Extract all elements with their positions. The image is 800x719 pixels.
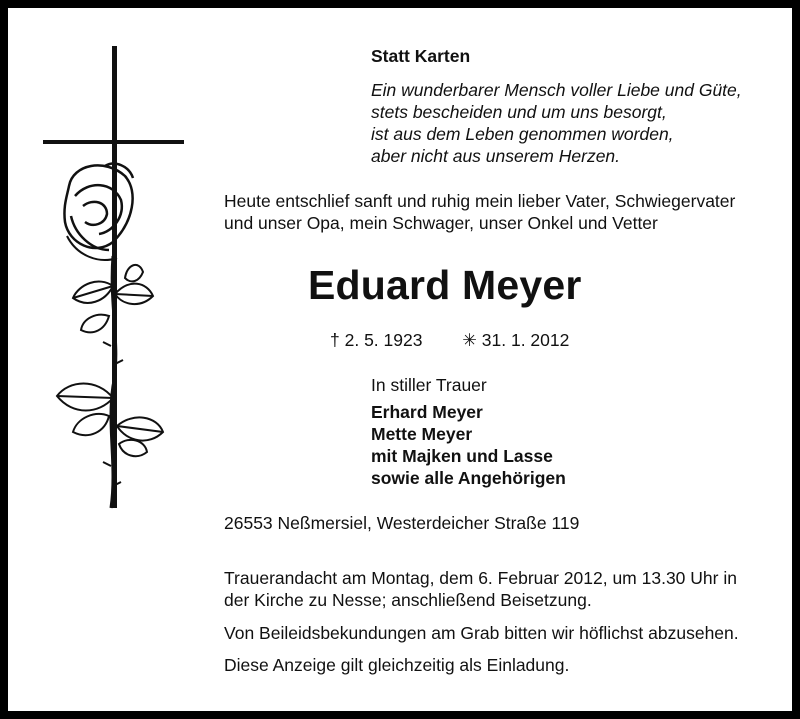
- mourning-intro: In stiller Trauer: [371, 375, 487, 395]
- death-symbol: †: [330, 330, 340, 350]
- service-line-1: Trauerandacht am Montag, dem 6. Februar 2012, um 13.30 Uhr in: [224, 568, 737, 588]
- mourner-name-4: sowie alle Angehörigen: [371, 468, 566, 488]
- address: 26553 Neßmersiel, Westerdeicher Straße 119: [224, 513, 580, 533]
- deceased-name: Eduard Meyer: [308, 262, 582, 308]
- mourner-name-2: Mette Meyer: [371, 424, 473, 444]
- life-dates: [330, 330, 569, 351]
- birth-symbol: ✳: [462, 330, 477, 350]
- condolence-note: Von Beileidsbekundungen am Grab bitten wir höflichst abzusehen.: [224, 623, 739, 643]
- cross-rose-illustration: [43, 46, 203, 516]
- header-statt-karten: Statt Karten: [371, 46, 471, 66]
- poem-line-2: stets bescheiden und um uns besorgt,: [371, 102, 667, 122]
- rose-bloom: [64, 164, 133, 260]
- poem-line-4: aber nicht aus unserem Herzen.: [371, 146, 621, 166]
- death-date: 2. 5. 1923: [344, 330, 423, 350]
- intro-line-1: Heute entschlief sanft und ruhig mein lieber Vater, Schwiegervater: [224, 191, 736, 211]
- invitation-note: Diese Anzeige gilt gleichzeitig als Einladung.: [224, 655, 570, 675]
- mourner-name-3: mit Majken und Lasse: [371, 446, 553, 466]
- poem-line-1: Ein wunderbarer Mensch voller Liebe und Güte,: [371, 80, 742, 100]
- poem-line-3: ist aus dem Leben genommen worden,: [371, 124, 674, 144]
- obituary-notice: [8, 8, 792, 711]
- birth-date: 31. 1. 2012: [481, 330, 570, 350]
- cross-horizontal-beam: [43, 140, 184, 144]
- service-line-2: der Kirche zu Nesse; anschließend Beisetzung.: [224, 590, 592, 610]
- mourner-name-1: Erhard Meyer: [371, 402, 483, 422]
- intro-line-2: und unser Opa, mein Schwager, unser Onkel und Vetter: [224, 213, 658, 233]
